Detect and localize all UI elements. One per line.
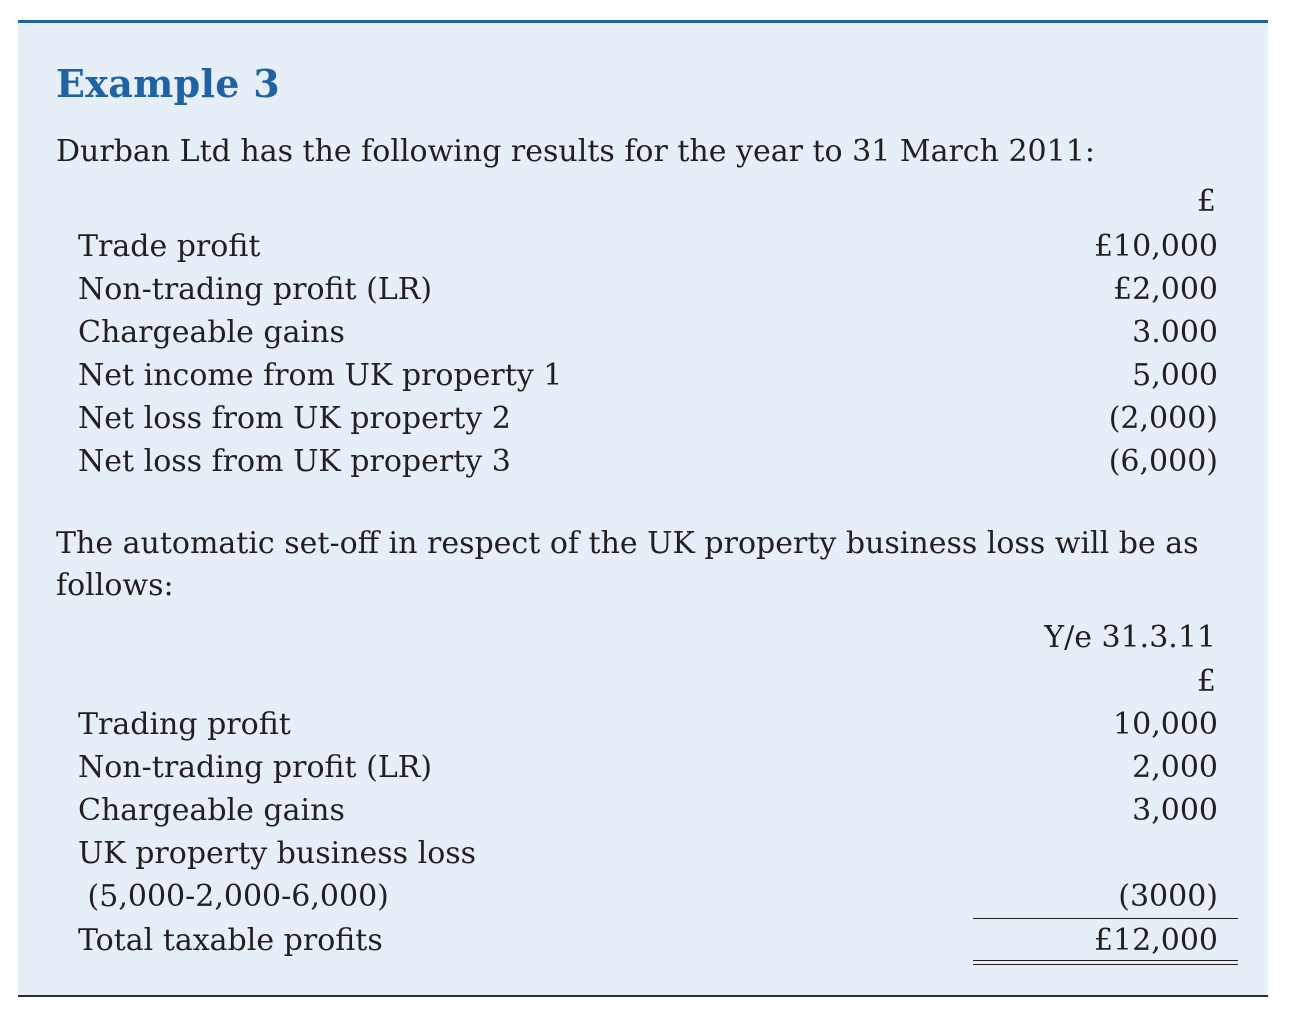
setoff-row xyxy=(78,747,1218,789)
results-currency-header: £ xyxy=(1196,184,1216,219)
setoff-row-value: (3000) xyxy=(1118,879,1218,914)
results-row-value: £2,000 xyxy=(1113,272,1218,307)
results-row-value: (6,000) xyxy=(1108,444,1218,479)
results-row xyxy=(78,226,1218,268)
results-row xyxy=(78,312,1218,354)
results-row-label: Net loss from UK property 3 xyxy=(78,444,511,479)
total-double-rule xyxy=(973,960,1238,965)
setoff-row-label: (5,000-2,000-6,000) xyxy=(78,879,389,914)
setoff-row xyxy=(78,876,1218,918)
results-row-label: Chargeable gains xyxy=(78,315,345,350)
setoff-row-label: Non-trading profit (LR) xyxy=(78,750,433,785)
setoff-row xyxy=(78,704,1218,746)
intro-text: Durban Ltd has the following results for the year to 31 March 2011: xyxy=(56,134,1095,169)
subtotal-rule xyxy=(973,918,1238,919)
setoff-currency-header: £ xyxy=(1196,664,1216,699)
example-box xyxy=(18,20,1268,997)
setoff-total-value: £12,000 xyxy=(1093,923,1218,958)
results-row xyxy=(78,441,1218,483)
results-row xyxy=(78,398,1218,440)
setoff-row-label: UK property business loss xyxy=(78,836,477,871)
results-row-value: 3.000 xyxy=(1132,315,1218,350)
results-row-label: Non-trading profit (LR) xyxy=(78,272,433,307)
setoff-row-value: 10,000 xyxy=(1113,707,1218,742)
setoff-period-header: Y/e 31.3.11 xyxy=(1044,620,1216,655)
setoff-row-value: 3,000 xyxy=(1132,793,1218,828)
results-row-label: Net income from UK property 1 xyxy=(78,358,563,393)
setoff-total-row xyxy=(78,920,1218,962)
results-row-label: Trade profit xyxy=(78,229,261,264)
setoff-text: The automatic set-off in respect of the UK property business loss will be as follows: xyxy=(56,526,1199,603)
setoff-total-label: Total taxable profits xyxy=(78,923,383,958)
setoff-row-value: 2,000 xyxy=(1132,750,1218,785)
results-row xyxy=(78,355,1218,397)
results-row-label: Net loss from UK property 2 xyxy=(78,401,511,436)
results-row-value: 5,000 xyxy=(1132,358,1218,393)
results-row xyxy=(78,269,1218,311)
setoff-row xyxy=(78,790,1218,832)
example-title: Example 3 xyxy=(56,61,281,106)
results-row-value: £10,000 xyxy=(1093,229,1218,264)
setoff-row-label: Chargeable gains xyxy=(78,793,345,828)
results-row-value: (2,000) xyxy=(1108,401,1218,436)
setoff-row xyxy=(78,833,1218,875)
setoff-row-label: Trading profit xyxy=(78,707,291,742)
